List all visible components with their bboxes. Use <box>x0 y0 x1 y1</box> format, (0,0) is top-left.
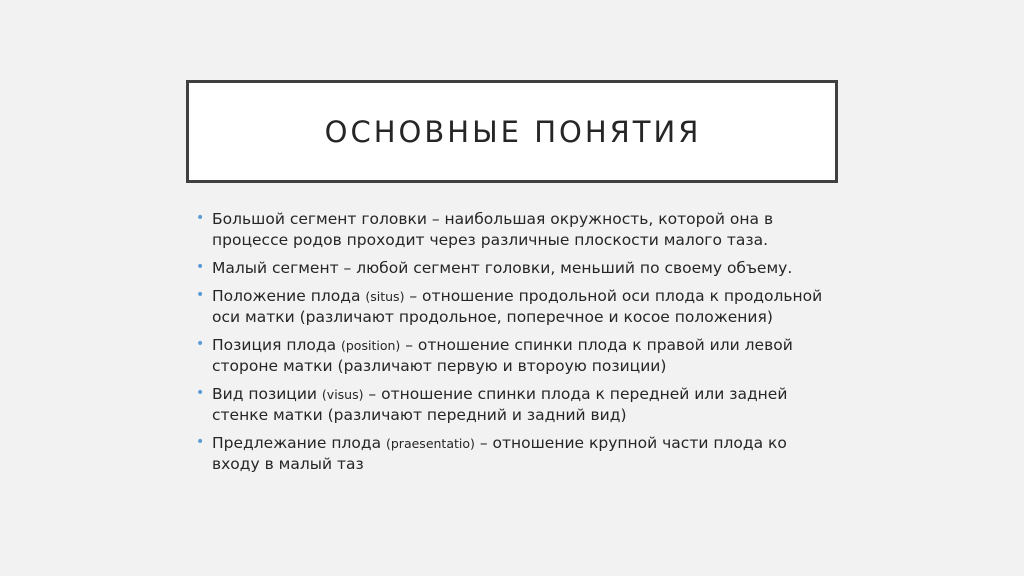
slide-title: ОСНОВНЫЕ ПОНЯТИЯ <box>324 114 702 149</box>
bullet-icon: • <box>196 336 205 352</box>
bullet-text: Большой сегмент головки – наибольшая окружность, которой она в процессе родов проходит через различные плоскости малого таза. <box>212 210 774 249</box>
title-box <box>186 80 838 183</box>
bullet-icon: • <box>196 259 205 275</box>
bullet-list <box>196 209 836 482</box>
bullet-icon: • <box>196 287 205 303</box>
bullet-icon: • <box>196 385 205 401</box>
bullet-item-praesentatio <box>196 433 836 475</box>
bullet-text-after: – отношение крупной части плода ко входу в малый таз <box>212 434 787 473</box>
latin-term: (praesentatio) <box>386 436 475 451</box>
bullet-text-after: – отношение спинки плода к передней или задней стенке матки (различают передний и задний вид) <box>212 385 788 424</box>
bullet-text-after: – отношение спинки плода к правой или левой стороне матки (различают первую и вторoую позиции) <box>212 336 793 375</box>
bullet-item-small-segment <box>196 258 836 279</box>
latin-term: (situs) <box>365 289 405 304</box>
bullet-item-situs <box>196 286 836 328</box>
bullet-text: Малый сегмент – любой сегмент головки, меньший по своему объему. <box>212 259 793 277</box>
bullet-text-after: – отношение продольной оси плода к продольной оси матки (различают продольное, поперечное и косое положения) <box>212 287 823 326</box>
latin-term: (position) <box>341 338 401 353</box>
bullet-item-visus <box>196 384 836 426</box>
bullet-text-before: Позиция плода <box>212 336 341 354</box>
bullet-text-before: Предлежание плода <box>212 434 386 452</box>
bullet-item-position <box>196 335 836 377</box>
latin-term: (visus) <box>321 387 364 402</box>
bullet-icon: • <box>196 434 205 450</box>
bullet-text-before: Вид позиции <box>212 385 322 403</box>
bullet-icon: • <box>196 210 205 226</box>
bullet-item-large-segment <box>196 209 836 251</box>
bullet-text-before: Положение плода <box>212 287 366 305</box>
